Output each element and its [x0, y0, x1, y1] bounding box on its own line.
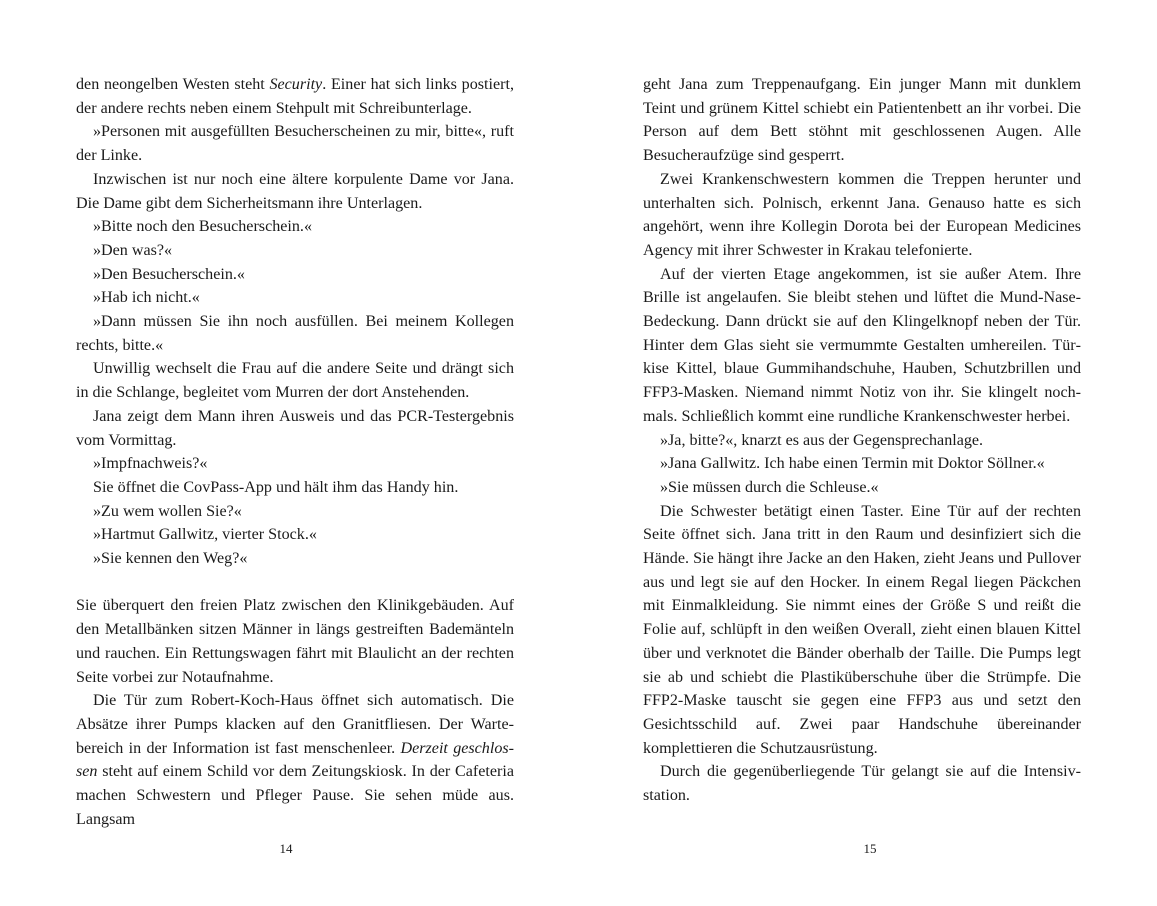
- text-run: . Einer hat sich links postiert, der andere rechts neben einem Stehpult mit Schreibunterlage.: [76, 76, 514, 117]
- text-run: Zwei Krankenschwestern kommen die Treppen herunter und unterhalten sich. Polnisch, erkennt Jana. Genauso hatte es sich angehört, wenn ihre Kollegin Dorota bei der European Medicines Agency mit ihrer Schwester in Krakau telefonierte.: [643, 170, 1081, 259]
- paragraph: [76, 594, 514, 689]
- page-number-right: 15: [863, 841, 877, 856]
- page-number-left: 14: [279, 841, 293, 856]
- text-run: »Sie müssen durch die Schleuse.«: [660, 478, 879, 496]
- text-run: Die Tür zum Robert-Koch-Haus öffnet sich automatisch. Die Absätze ihrer Pumps klacken auf den Granitfliesen. Der Wartebereich in der Information ist fast menschenleer.: [76, 692, 514, 757]
- text-run: Unwillig wechselt die Frau auf die andere Seite und drängt sich in die Schlange, begleitet vom Murren der dort Anstehenden.: [76, 360, 514, 402]
- paragraph: [643, 760, 1081, 807]
- paragraph: [76, 476, 514, 500]
- text-run: Sie überquert den freien Platz zwischen den Klinikgebäuden. Auf den Metallbänken sitzen Männer in längs gestreiften Bademänteln und rauchen. Ein Rettungswagen fährt mit Blaulicht an der rechten Seite vorbei zur Notaufnahme.: [76, 597, 514, 686]
- paragraph: [76, 239, 514, 263]
- italic-text: Derzeit geschlossen: [76, 739, 514, 781]
- text-run: Inzwischen ist nur noch eine ältere korpulente Dame vor Jana. Die Dame gibt dem Sicherheitsmann ihre Unterlagen.: [76, 170, 514, 212]
- text-run: steht auf einem Schild vor dem Zeitungskiosk. In der Cafeteria machen Schwestern und Pfleger Pause. Sie sehen müde aus. Langsam: [76, 763, 514, 828]
- text-run: Die Schwester betätigt einen Taster. Eine Tür auf der rechten Seite öffnet sich. Jana tritt in den Raum und desinfiziert sich die Hände. Sie hängt ihre Jacke an den Haken, zieht Jeans und Pullover aus und legt sie auf den Hocker. In einem Regal liegen Päckchen mit Einmalkleidung. Sie nimmt eines der Größe S und reißt die Folie auf, schlüpft in den weißen Overall, zieht einen blauen Kittel über und verknotet die Bänder oberhalb der Taille. Die Pumps legt sie ab und schiebt die Plastiküberschuhe über die Strümpfe. Die FFP2-Maske tauscht sie gegen eine FFP3 aus und setzt den Gesichtsschild auf. Zwei paar Handschuhe übereinander komplettieren die Schutzausrüstung.: [643, 502, 1081, 757]
- paragraph: [643, 168, 1081, 263]
- paragraph: [76, 263, 514, 287]
- right-page-text: [643, 73, 1081, 808]
- text-run: »Den Besucherschein.«: [93, 265, 245, 283]
- text-run: »Sie kennen den Weg?«: [93, 550, 248, 568]
- paragraph: [76, 73, 514, 120]
- paragraph: [76, 500, 514, 524]
- text-run: »Hartmut Gallwitz, vierter Stock.«: [93, 526, 317, 544]
- paragraph: [76, 310, 514, 357]
- paragraph: [643, 73, 1081, 168]
- paragraph: [76, 689, 514, 831]
- paragraph: [643, 500, 1081, 761]
- paragraph: [76, 523, 514, 547]
- paragraph: [76, 168, 514, 215]
- text-run: »Personen mit ausgefüllten Besucherscheinen zu mir, bitte«, ruft der Linke.: [76, 123, 514, 165]
- paragraph: [643, 476, 1081, 500]
- paragraph: [76, 547, 514, 571]
- text-run: »Dann müssen Sie ihn noch ausfüllen. Bei meinem Kollegen rechts, bitte.«: [76, 313, 514, 354]
- paragraph: [76, 120, 514, 167]
- paragraph: [76, 357, 514, 404]
- text-run: »Impfnachweis?«: [93, 455, 208, 473]
- paragraph: [643, 263, 1081, 429]
- text-run: Durch die gegenüberliegende Tür gelangt sie auf die Intensivstation.: [643, 763, 1081, 805]
- text-run: »Den was?«: [93, 241, 173, 259]
- paragraph: [76, 452, 514, 476]
- paragraph: [76, 405, 514, 452]
- paragraph: [643, 452, 1081, 476]
- text-run: »Bitte noch den Besucherschein.«: [93, 218, 312, 236]
- text-run: »Hab ich nicht.«: [93, 289, 200, 307]
- text-run: Jana zeigt dem Mann ihren Ausweis und das PCR-Testergebnis vom Vormittag.: [76, 407, 514, 449]
- italic-text: Security: [269, 76, 323, 93]
- paragraph: [76, 286, 514, 310]
- left-page-text: [76, 73, 514, 831]
- text-run: geht Jana zum Treppenaufgang. Ein junger Mann mit dunklem Teint und grünem Kittel schiebt ein Patientenbett an ihr vorbei. Die Person auf dem Bett stöhnt mit geschlossenen Augen. Alle Besucheraufzüge sind gesperrt.: [643, 76, 1081, 165]
- text-run: »Jana Gallwitz. Ich habe einen Termin mit Doktor Söllner.«: [660, 455, 1045, 473]
- text-run: Sie öffnet die CovPass-App und hält ihm das Handy hin.: [93, 478, 459, 496]
- text-run: den neongelben Westen steht: [76, 76, 270, 93]
- text-run: »Ja, bitte?«, knarzt es aus der Gegensprechanlage.: [660, 431, 984, 449]
- text-run: »Zu wem wollen Sie?«: [93, 502, 242, 520]
- paragraph: [76, 215, 514, 239]
- paragraph: [643, 429, 1081, 453]
- text-run: Auf der vierten Etage angekommen, ist sie außer Atem. Ihre Brille ist angelaufen. Sie bleibt stehen und lüftet die Mund-Nase-Bedeckung. Dann drückt sie auf den Klingelknopf neben der Tür. Hinter dem Glas sieht sie vermummte Gestalten umhereilen. Türkise Kittel, blaue Gummihandschuhe, Hauben, Schutzbrillen und FFP3-Masken. Niemand nimmt Notiz von ihr. Sie klingelt nochmals. Schließlich kommt eine rundliche Krankenschwester herbei.: [643, 265, 1081, 425]
